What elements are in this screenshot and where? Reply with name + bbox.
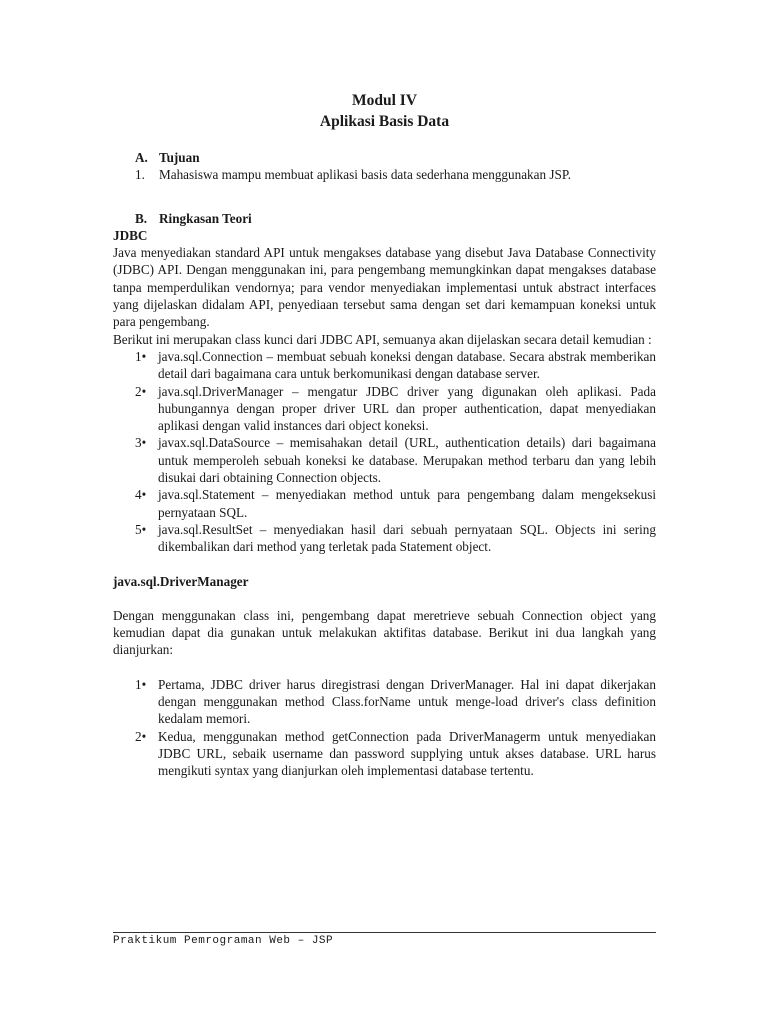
section-b-title: Ringkasan Teori	[159, 210, 252, 226]
list-item-text: Pertama, JDBC driver harus diregistrasi dengan DriverManager. Hal ini dapat dikerjakan dengan menggunakan method Class.forName untuk menge-load driver's class definition kedalam memori.	[158, 676, 656, 727]
title-line-1: Modul IV	[351, 92, 418, 109]
list-item-number: 5•	[135, 521, 147, 537]
list-item	[135, 434, 656, 486]
list-item-number: 2•	[135, 728, 147, 744]
list-item-number: 2•	[135, 383, 147, 399]
list-item	[135, 728, 656, 780]
drivermanager-paragraph: Dengan menggunakan class ini, pengembang dapat meretrieve sebuah Connection object yang kemudian dapat dia gunakan untuk melakukan aktifitas database. Berikut ini dua langkah yang dianjurkan:	[113, 607, 656, 658]
document-page	[113, 90, 656, 780]
list-item-text: java.sql.DriverManager – mengatur JDBC driver yang digunakan oleh aplikasi. Pada hubungannya dengan proper driver URL dan proper authentication, dapat menyediakan aplikasi dengan valid instances dari object koneksi.	[158, 383, 656, 434]
list-item-number: 3•	[135, 435, 147, 451]
page-footer	[113, 932, 656, 947]
list-item-text: java.sql.Connection – membuat sebuah koneksi dengan database. Secara abstrak memberikan detail dari bagaimana cara untuk berkomunikasi dengan database server.	[158, 348, 656, 382]
section-a-title: Tujuan	[159, 150, 200, 165]
list-item-text: java.sql.Statement – menyediakan method untuk para pengembang dalam mengeksekusi pernyataan SQL.	[158, 487, 656, 520]
list-item	[135, 383, 656, 435]
list-item	[135, 348, 656, 383]
section-a-heading	[135, 149, 656, 166]
list-item-number: 4•	[135, 487, 147, 503]
goal-item-text: Mahasiswa mampu membuat aplikasi basis data sederhana menggunakan JSP.	[159, 167, 572, 183]
list-item-number: 1•	[135, 676, 147, 692]
list-item	[135, 521, 656, 556]
footer-text: Praktikum Pemrograman Web – JSP	[113, 935, 334, 947]
jdbc-paragraph-2: Berikut ini merupakan class kunci dari JDBC API, semuanya akan dijelaskan secara detail kemudian :	[113, 331, 652, 347]
list-item	[135, 676, 656, 728]
drivermanager-heading: java.sql.DriverManager	[113, 573, 249, 589]
jdbc-paragraph-1: Java menyediakan standard API untuk mengakses database yang disebut Java Database Connectivity (JDBC) API. Dengan menggunakan ini, para pengembang memungkinkan dapat mengakses database tanpa memperdulikan vendornya; para vendor menyediakan implementasi untuk abstract interfaces yang dijelaskan didalam API, penyediaan tersebut sama dengan set dari kemampuan koneksi untuk para pengembang.	[113, 245, 656, 330]
section-a-label: A.	[135, 150, 148, 165]
jdbc-heading: JDBC	[113, 227, 148, 243]
list-item-number: 1•	[135, 348, 147, 364]
page-title	[113, 90, 656, 132]
section-b-heading	[135, 210, 656, 227]
goal-item	[135, 166, 656, 183]
list-item-text: javax.sql.DataSource – memisahakan detail (URL, authentication details) dari bagaimana untuk memperoleh sebuah koneksi ke database. Merupakan method terbaru dan yang lebih disukai dari obtaining Connection objects.	[158, 435, 656, 486]
section-b-label: B.	[135, 210, 148, 226]
title-line-2: Aplikasi Basis Data	[319, 113, 450, 130]
list-item-text: java.sql.ResultSet – menyediakan hasil dari sebuah pernyataan SQL. Objects ini sering dikembalikan dari method yang terletak pada Statement object.	[158, 521, 656, 555]
list-item	[135, 486, 656, 521]
goal-item-number: 1.	[135, 167, 145, 183]
list-item-text: Kedua, menggunakan method getConnection pada DriverManagerm untuk menyediakan JDBC URL, sebaik username dan password supplying untuk akses database. URL harus mengikuti syntax yang dianjurkan oleh implementasi database tertentu.	[158, 728, 656, 779]
